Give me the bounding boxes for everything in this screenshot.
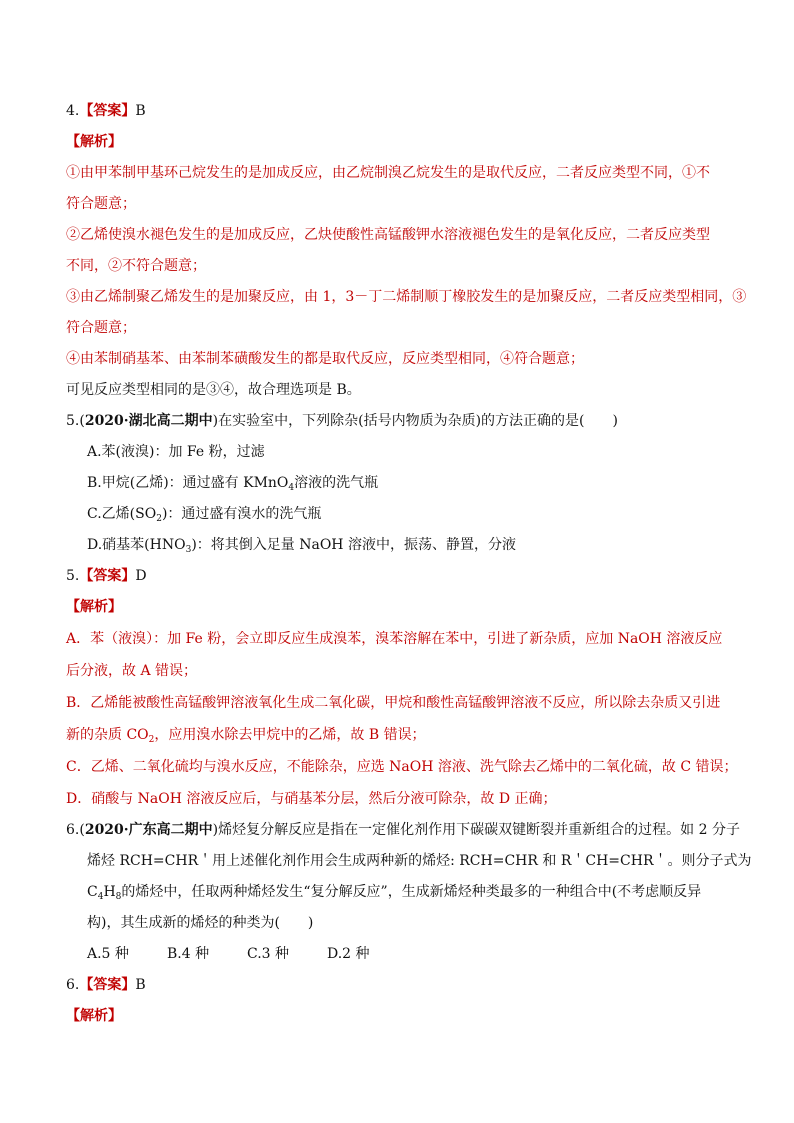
q6-options <box>87 944 407 964</box>
q6-answer-tag: 【答案】 <box>79 977 136 993</box>
q6-answer-number: 6. <box>66 977 80 993</box>
q5-option-c-text-end: )：通过盛有溴水的洗气瓶 <box>161 506 322 522</box>
q5-option-d-text-end: )：将其倒入足量 NaOH 溶液中，振荡、静置，分液 <box>191 537 516 553</box>
q6-stem-line3-text: 的烯烃中，任取两种烯烃发生“复分解反应”，生成新烯烃种类最多的一种组合中(不考虑顺反异 <box>121 884 702 900</box>
q5-analysis-b-line1: B．乙烯能被酸性高锰酸钾溶液氧化生成二氧化碳，甲烷和酸性高锰酸钾溶液不反应，所以除去杂质又引进 <box>66 695 721 711</box>
q4-analysis-p2-line1: ②乙烯使溴水褪色发生的是加成反应，乙炔使酸性高锰酸钾水溶液褪色发生的是氧化反应，二者反应类型 <box>66 227 710 243</box>
q6-option-b: B.4 种 <box>167 946 210 962</box>
q4-conclusion: 可见反应类型相同的是③④，故合理选项是 B。 <box>66 382 361 398</box>
q5-option-c <box>87 504 321 524</box>
q4-answer-number: 4. <box>66 103 80 119</box>
q4-analysis-p1-line1: ①由甲苯制甲基环己烷发生的是加成反应，由乙烷制溴乙烷发生的是取代反应，二者反应类型不同，①不 <box>66 165 710 181</box>
q5-stem-prefix: 5.( <box>66 413 85 429</box>
q6-stem-text: )烯烃复分解反应是指在一定催化剂作用下碳碳双键断裂并重新组合的过程。如 2 分子 <box>212 822 740 838</box>
q5-option-d-subscript: 3 <box>185 545 192 555</box>
q6-source: 2020·广东高二期中 <box>84 822 213 838</box>
q6-stem-line3 <box>87 882 701 902</box>
q6-option-d: D.2 种 <box>327 946 370 962</box>
q4-analysis-p3-line2: 符合题意； <box>66 320 136 336</box>
q5-answer-tag: 【答案】 <box>79 568 136 584</box>
q4-analysis-p2-line2: 不同，②不符合题意； <box>66 258 206 274</box>
q6-answer-line <box>66 975 146 995</box>
q5-analysis-a-line2: 后分液，故 A 错误； <box>66 663 198 679</box>
q4-analysis-tag: 【解析】 <box>66 134 122 150</box>
q5-analysis-b-line2-text-end: ，应用溴水除去甲烷中的乙烯，故 B 错误； <box>154 727 426 743</box>
q5-option-d-text: D.硝基苯(HNO <box>87 537 186 553</box>
q5-option-c-subscript: 2 <box>156 514 162 524</box>
q5-source: 2020·湖北高二期中 <box>84 413 213 429</box>
q6-stem-line1 <box>66 820 740 840</box>
q6-option-c: C.3 种 <box>247 946 290 962</box>
q5-stem-text: )在实验室中，下列除杂(括号内物质为杂质)的方法正确的是( ) <box>212 413 618 429</box>
q5-option-a: A.苯(液溴)：加 Fe 粉，过滤 <box>87 444 265 460</box>
q5-analysis-b-line2-text: 新的杂质 CO <box>66 727 149 743</box>
q5-answer-value: D <box>135 568 147 584</box>
q5-answer-number: 5. <box>66 568 80 584</box>
q5-option-b-text: B.甲烷(乙烯)：通过盛有 KMnO <box>87 475 289 491</box>
q4-analysis-p3-line1: ③由乙烯制聚乙烯发生的是加聚反应，由 1，3－丁二烯制顺丁橡胶发生的是加聚反应，二者反应类型相同，③ <box>66 289 747 305</box>
q6-option-a: A.5 种 <box>87 946 129 962</box>
q6-stem-line2: 烯烃 RCH=CHR＇用上述催化剂作用会生成两种新的烯烃: RCH=CHR 和 R＇CH=CHR＇。则分子式为 <box>87 853 752 869</box>
q6-stem-prefix: 6.( <box>66 822 85 838</box>
q6-formula-c: C <box>87 884 98 900</box>
q4-answer-line <box>66 101 146 121</box>
q6-formula-h: H <box>103 884 116 900</box>
q5-option-c-text: C.乙烯(SO <box>87 506 157 522</box>
q5-analysis-tag: 【解析】 <box>66 599 122 615</box>
q5-stem <box>66 411 618 431</box>
q4-analysis-p1-line2: 符合题意； <box>66 196 136 212</box>
q5-analysis-c: C．乙烯、二氧化硫均与溴水反应，不能除杂，应选 NaOH 溶液、洗气除去乙烯中的二氧化硫，故 C 错误； <box>66 759 738 775</box>
q5-option-b-text-end: 溶液的洗气瓶 <box>294 475 379 491</box>
q5-analysis-d: D．硝酸与 NaOH 溶液反应后，与硝基苯分层，然后分液可除杂，故 D 正确； <box>66 791 557 807</box>
q6-analysis-tag: 【解析】 <box>66 1008 122 1024</box>
q6-formula-c-subscript: 4 <box>97 892 104 902</box>
q6-stem-line4: 构)，其生成新的烯烃的种类为( ) <box>87 915 314 931</box>
q4-answer-value: B <box>135 103 146 119</box>
q4-answer-tag: 【答案】 <box>79 103 136 119</box>
q5-option-d <box>87 535 516 555</box>
q5-analysis-b-line2 <box>66 725 426 745</box>
q5-analysis-a-line1: A．苯（液溴）：加 Fe 粉，会立即反应生成溴苯，溴苯溶解在苯中，引进了新杂质，应加 NaOH 溶液反应 <box>66 631 723 647</box>
q5-analysis-b-subscript: 2 <box>148 735 155 745</box>
q4-analysis-p4: ④由苯制硝基苯、由苯制苯磺酸发生的都是取代反应，反应类型相同，④符合题意； <box>66 351 584 367</box>
q5-option-b-subscript: 4 <box>288 483 295 493</box>
q5-answer-line <box>66 566 147 586</box>
q6-formula-h-subscript: 8 <box>115 892 122 902</box>
q6-answer-value: B <box>135 977 146 993</box>
q5-option-b <box>87 473 378 493</box>
